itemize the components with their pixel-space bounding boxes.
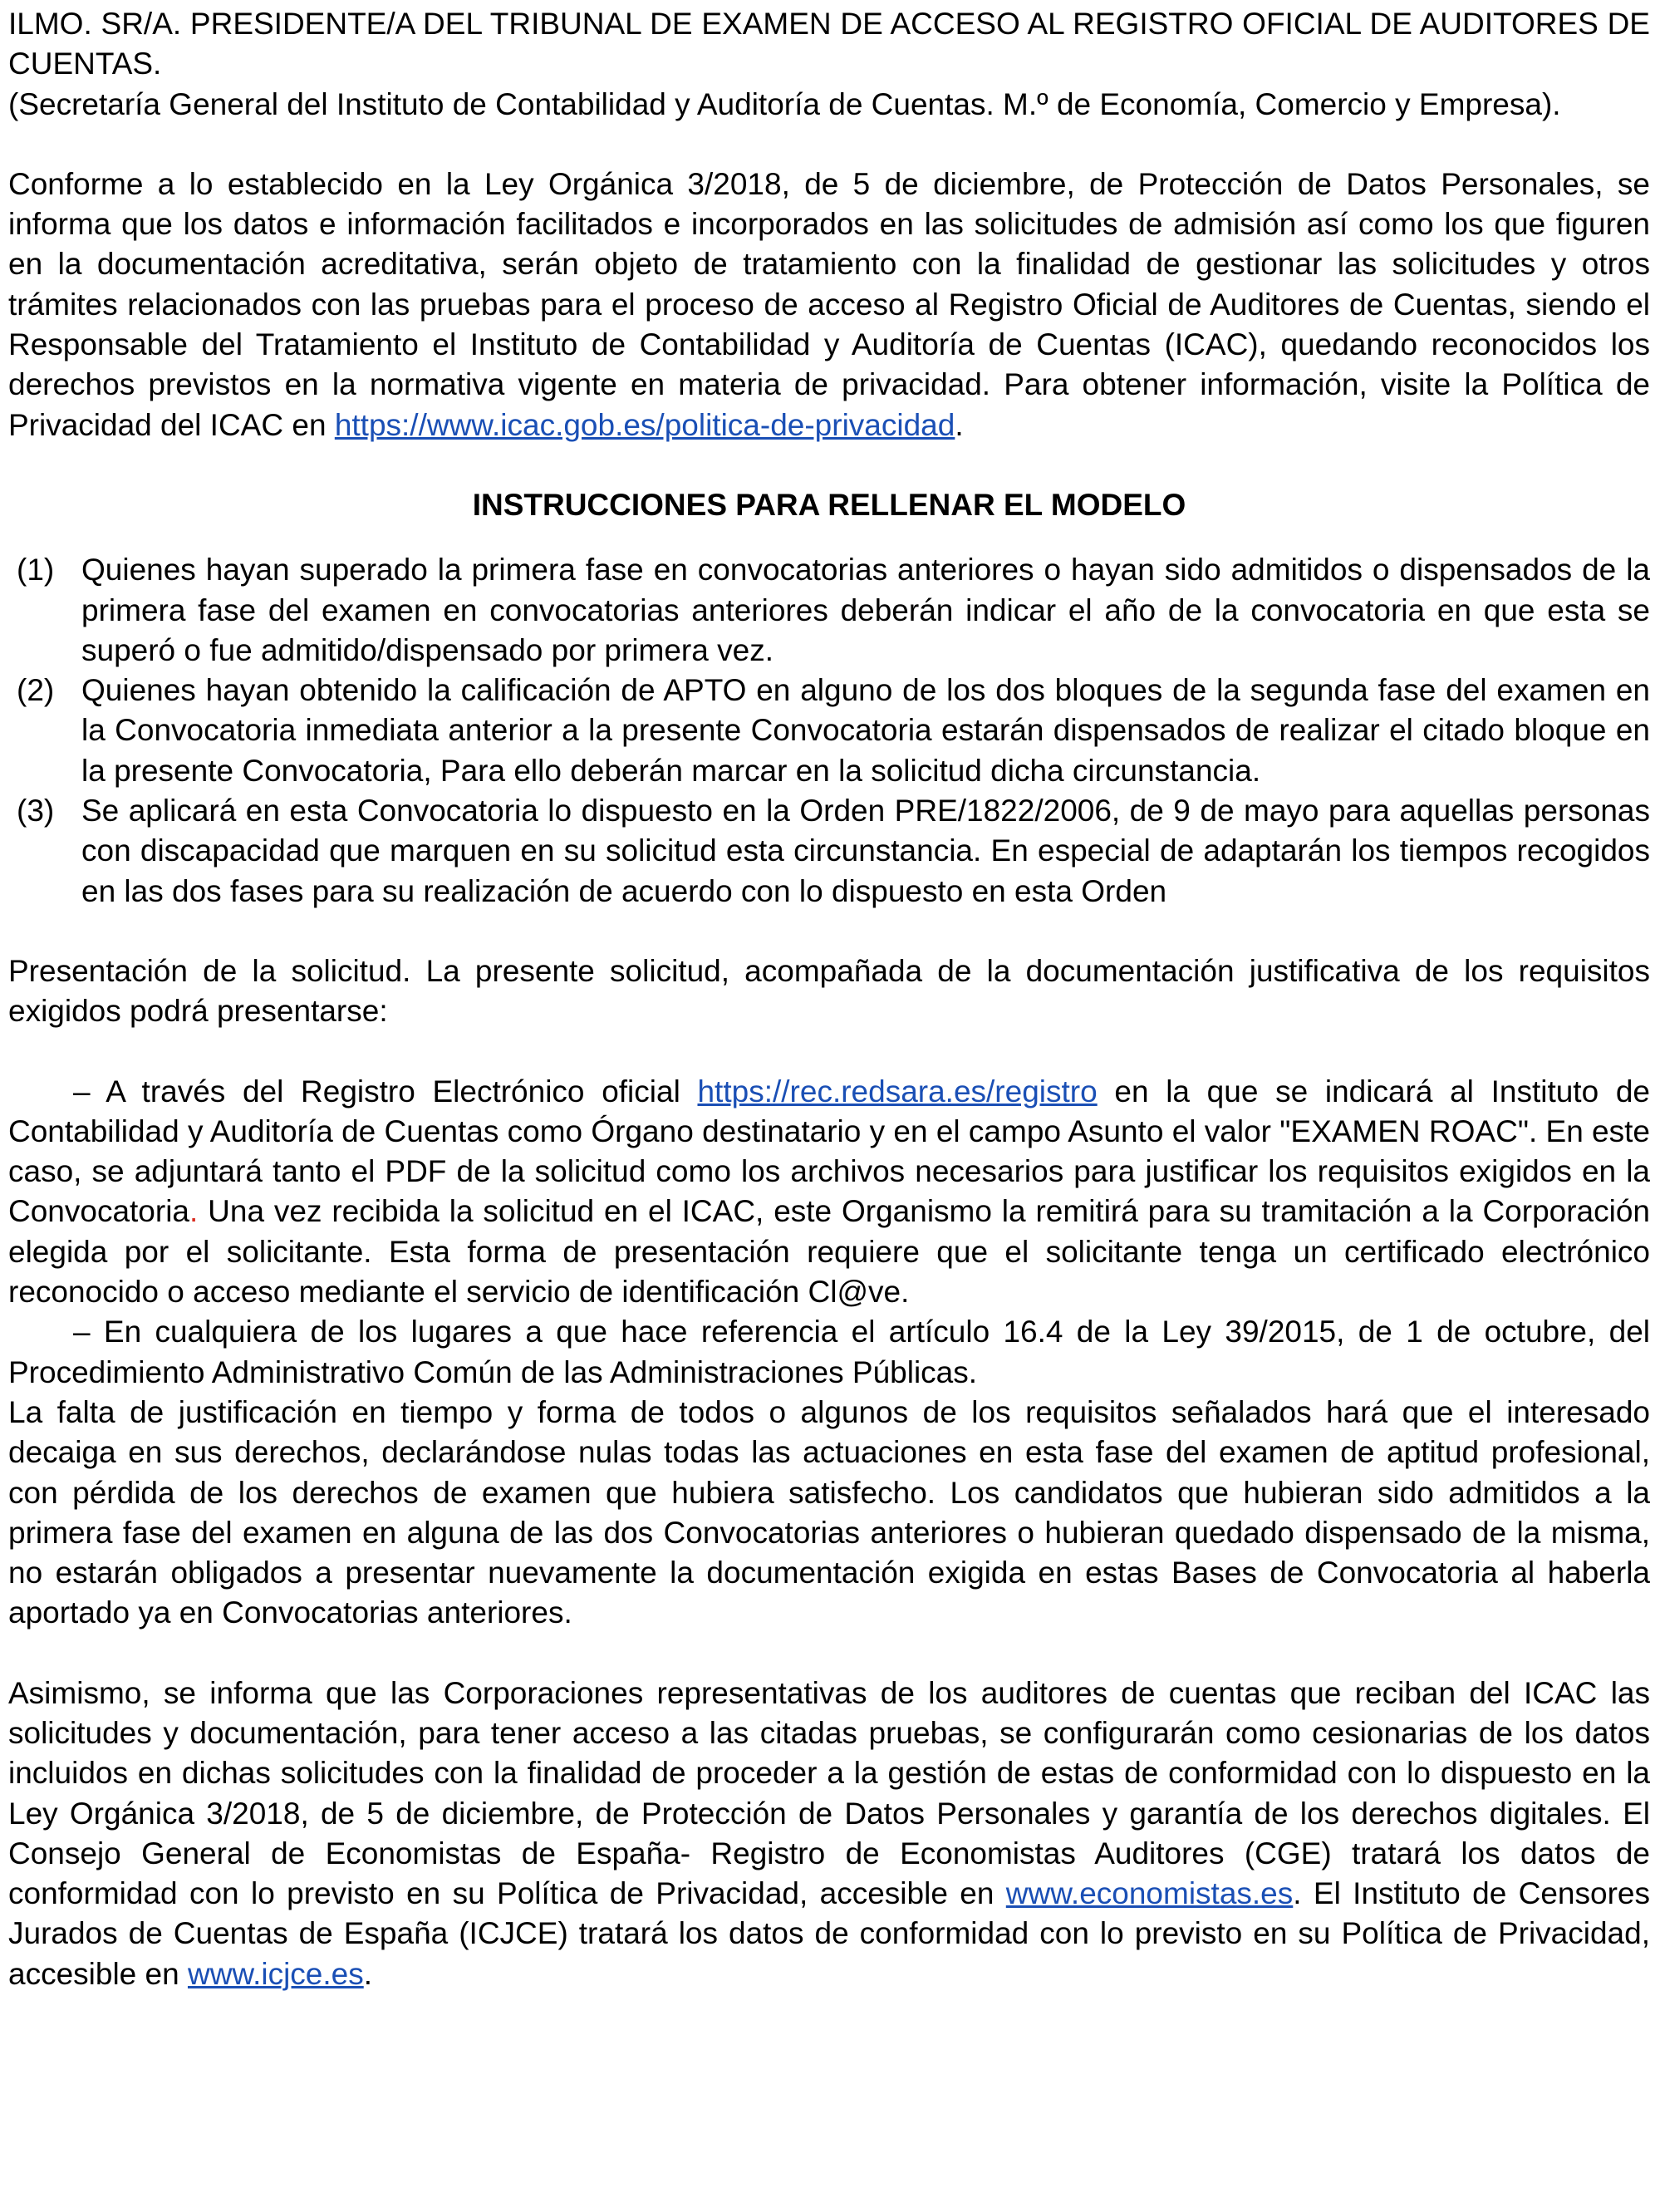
instruction-text: Quienes hayan obtenido la calificación de APTO en alguno de los dos bloques de la segunda fase del examen en la Convocatoria inmediata anterior a la presente Convocatoria estarán dispensados de realizar el citado bloque en la presente Convocatoria, Para ello deberán marcar en la solicitud dicha circunstancia. xyxy=(81,673,1650,788)
instruction-text: Quienes hayan superado la primera fase en convocatorias anteriores o hayan sido admitidos o dispensados de la primera fase del examen en convocatorias anteriores deberán indicar el año de la convocatoria en que esta se superó o fue admitido/dispensado por primera vez. xyxy=(81,553,1650,667)
corporations-paragraph: Asimismo, se informa que las Corporaciones representativas de los auditores de cuentas que reciban del ICAC las solicitudes y documentación, para tener acceso a las citadas pruebas, se configurarán como cesionarias de los datos incluidos en dichas solicitudes con la finalidad de proceder a la gestión de estas de conformidad con lo dispuesto en la Ley Orgánica 3/2018, de 5 de diciembre, de Protección de Datos Personales y garantía de los derechos digitales. El Consejo General de Economistas de España- Registro de Economistas Auditores (CGE) tratará los datos de conformidad con lo previsto en su Política de Privacidad, accesible en www.economistas.es. El Instituto de Censores Jurados de Cuentas de España (ICJCE) tratará los datos de conformidad con lo previsto en su Política de Privacidad, accesible en www.icjce.es. xyxy=(8,1675,1650,1991)
electronic-registry-link[interactable]: https://rec.redsara.es/registro xyxy=(697,1074,1098,1108)
instructions-list xyxy=(8,550,1650,912)
instruction-number: (2) xyxy=(17,673,55,708)
instruction-item xyxy=(8,671,1650,791)
addressee-block xyxy=(8,4,1650,125)
instruction-item xyxy=(8,550,1650,671)
instruction-item xyxy=(8,791,1650,912)
economistas-link[interactable]: www.economistas.es xyxy=(1005,1876,1294,1911)
presentation-option-inperson: – En cualquiera de los lugares a que hace referencia el artículo 16.4 de la Ley 39/2015, de 1 de octubre, del Procedimiento Administrativo Común de las Administraciones Públicas. xyxy=(8,1315,1650,1389)
document-page xyxy=(8,4,1650,1994)
presentation-warning: La falta de justificación en tiempo y forma de todos o algunos de los requisitos señalados hará que el interesado decaiga en sus derechos, declarándose nulas todas las actuaciones en esta fase del examen de aptitud profesional, con pérdida de los derechos de examen que hubiera satisfecho. Los candidatos que hubieran sido admitidos a la primera fase del examen en alguna de las dos Convocatorias anteriores o hubieran quedado dispensado de la misma, no estarán obligados a presentar nuevamente la documentación exigida en estas Bases de Convocatoria al haberla aportado ya en Convocatorias anteriores. xyxy=(8,1394,1650,1630)
addressee-subtitle: (Secretaría General del Instituto de Contabilidad y Auditoría de Cuentas. M.º de Economía, Comercio y Empresa). xyxy=(8,86,1561,121)
addressee-title: ILMO. SR/A. PRESIDENTE/A DEL TRIBUNAL DE EXAMEN DE ACCESO AL REGISTRO OFICIAL DE AUDITORES DE CUENTAS. xyxy=(8,7,1650,81)
presentation-intro: Presentación de la solicitud. La presente solicitud, acompañada de la documentación justificativa de los requisitos exigidos podrá presentarse: xyxy=(8,953,1650,1029)
privacy-policy-link[interactable]: https://www.icac.gob.es/politica-de-privacidad xyxy=(334,407,955,442)
privacy-paragraph: Conforme a lo establecido en la Ley Orgánica 3/2018, de 5 de diciembre, de Protección de Datos Personales, se informa que los datos e información facilitados e incorporados en las solicitudes de admisión así como los que figuren en la documentación acreditativa, serán objeto de tratamiento con la finalidad de gestionar las solicitudes y otros trámites relacionados con las pruebas para el proceso de acceso al Registro Oficial de Auditores de Cuentas, siendo el Responsable del Tratamiento el Instituto de Contabilidad y Auditoría de Cuentas (ICAC), quedando reconocidos los derechos previstos en la normativa vigente en materia de privacidad. Para obtener información, visite la Política de Privacidad del ICAC en https://www.icac.gob.es/politica-de-privacidad. xyxy=(8,166,1650,442)
instruction-text: Se aplicará en esta Convocatoria lo dispuesto en la Orden PRE/1822/2006, de 9 de mayo para aquellas personas con discapacidad que marquen en su solicitud esta circunstancia. En especial de adaptarán los tiempos recogidos en las dos fases para su realización de acuerdo con lo dispuesto en esta Orden xyxy=(81,794,1650,908)
instructions-title: INSTRUCCIONES PARA RELLENAR EL MODELO xyxy=(472,487,1186,522)
instruction-number: (1) xyxy=(17,553,55,587)
privacy-text: Conforme a lo establecido en la Ley Orgánica 3/2018, de 5 de diciembre, de Protección de Datos Personales, se informa que los datos e información facilitados e incorporados en las solicitudes de admisión así como los que figuren en la documentación acreditativa, serán objeto de tratamiento con la finalidad de gestionar las solicitudes y otros trámites relacionados con las pruebas para el proceso de acceso al Registro Oficial de Auditores de Cuentas, siendo el Responsable del Tratamiento el Instituto de Contabilidad y Auditoría de Cuentas (ICAC), quedando reconocidos los derechos previstos en la normativa vigente en materia de privacidad. Para obtener información, visite la Política de Privacidad del ICAC en xyxy=(8,166,1650,442)
instruction-number: (3) xyxy=(17,794,55,828)
icjce-link[interactable]: www.icjce.es xyxy=(187,1956,364,1991)
presentation-option-electronic: – A través del Registro Electrónico oficial https://rec.redsara.es/registro en la que se indicará al Instituto de Contabilidad y Auditoría de Cuentas como Órgano destinatario y en el campo Asunto el valor "EXAMEN ROAC". En este caso, se adjuntará tanto el PDF de la solicitud como los archivos necesarios para justificar los requisitos exigidos en la Convocatoria. Una vez recibida la solicitud en el ICAC, este Organismo la remitirá para su tramitación a la Corporación elegida por el solicitante. Esta forma de presentación requiere que el solicitante tenga un certificado electrónico reconocido o acceso mediante el servicio de identificación Cl@ve. xyxy=(8,1074,1650,1310)
